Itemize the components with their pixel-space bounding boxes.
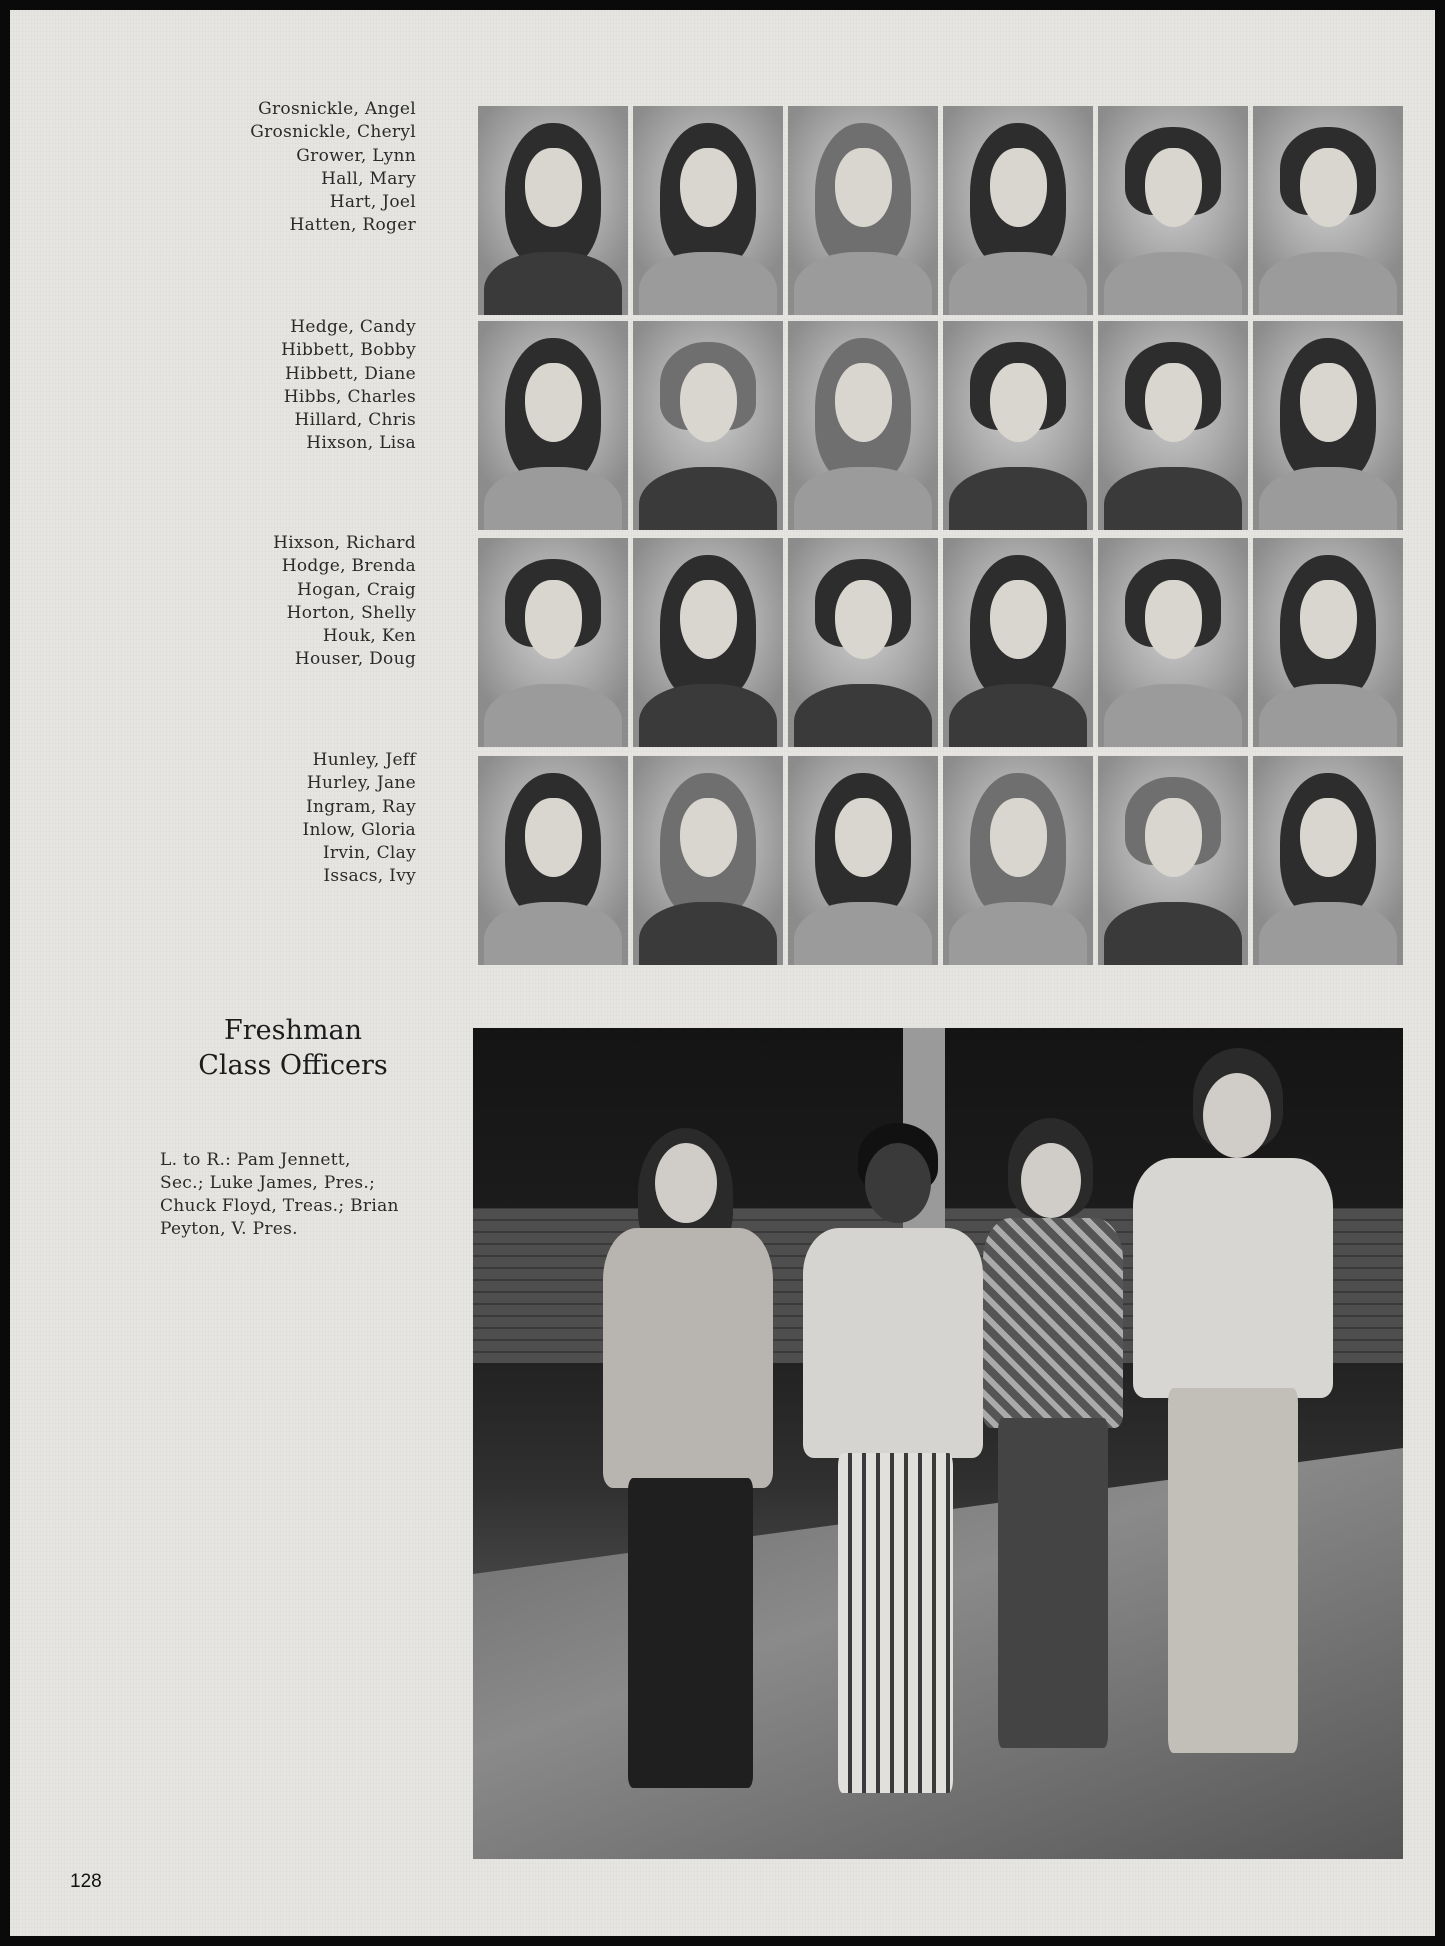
student-name: Hibbett, Bobby	[281, 340, 416, 361]
student-name: Hixson, Lisa	[306, 433, 416, 454]
student-portrait	[788, 756, 938, 965]
student-portrait	[478, 106, 628, 315]
student-portrait	[1253, 321, 1403, 530]
student-portrait	[943, 756, 1093, 965]
student-name: Irvin, Clay	[322, 843, 416, 864]
student-portrait	[478, 756, 628, 965]
caption-line: Chuck Floyd, Treas.; Brian	[160, 1196, 399, 1216]
student-name: Horton, Shelly	[286, 602, 416, 623]
name-list-row-3	[160, 532, 416, 672]
student-portrait	[633, 106, 783, 315]
student-portrait	[633, 321, 783, 530]
student-portrait	[788, 538, 938, 747]
student-name: Hall, Mary	[321, 168, 416, 189]
student-portrait	[1253, 106, 1403, 315]
student-portrait	[788, 106, 938, 315]
student-name: Hurley, Jane	[306, 773, 416, 794]
student-name: Hart, Joel	[329, 192, 416, 213]
officers-heading	[160, 1013, 426, 1083]
student-portrait	[943, 538, 1093, 747]
student-portrait	[633, 538, 783, 747]
caption-line: Peyton, V. Pres.	[160, 1219, 298, 1239]
officer-figure	[603, 1128, 773, 1848]
student-name: Grosnickle, Cheryl	[250, 122, 416, 143]
student-portrait	[633, 756, 783, 965]
student-name: Ingram, Ray	[306, 796, 416, 817]
student-name: Hodge, Brenda	[281, 556, 416, 577]
student-portrait	[788, 321, 938, 530]
student-portrait	[478, 538, 628, 747]
name-list-row-4	[160, 749, 416, 889]
student-name: Houser, Doug	[294, 649, 416, 670]
student-name: Hogan, Craig	[296, 579, 416, 600]
officers-caption	[160, 1149, 420, 1241]
student-name: Hedge, Candy	[290, 317, 416, 337]
student-portrait	[1098, 756, 1248, 965]
officer-figure	[983, 1118, 1123, 1818]
student-name: Hibbs, Charles	[283, 386, 416, 407]
student-portrait	[1098, 106, 1248, 315]
student-name: Grower, Lynn	[296, 145, 416, 166]
portrait-grid	[478, 106, 1403, 968]
student-name: Houk, Ken	[322, 626, 416, 647]
student-name: Hillard, Chris	[294, 410, 416, 431]
student-name: Hixson, Richard	[273, 533, 416, 553]
officers-heading-line1: Freshman	[224, 1015, 362, 1046]
student-name: Inlow, Gloria	[302, 819, 416, 840]
name-list-row-2	[160, 316, 416, 456]
officers-group-photo	[473, 1028, 1403, 1859]
student-portrait	[943, 321, 1093, 530]
caption-line: Sec.; Luke James, Pres.;	[160, 1173, 376, 1193]
student-portrait	[478, 321, 628, 530]
student-portrait	[1098, 321, 1248, 530]
officers-heading-line2: Class Officers	[198, 1050, 388, 1081]
student-name: Grosnickle, Angel	[258, 99, 416, 119]
student-name: Hunley, Jeff	[312, 750, 416, 770]
student-name: Issacs, Ivy	[323, 866, 416, 887]
student-portrait	[1253, 756, 1403, 965]
officer-figure	[1133, 1048, 1333, 1818]
name-list-row-1	[160, 98, 416, 238]
student-portrait	[1253, 538, 1403, 747]
student-name: Hatten, Roger	[289, 215, 416, 236]
yearbook-page	[10, 10, 1435, 1936]
student-name: Hibbett, Diane	[285, 363, 416, 384]
page-number: 128	[70, 1871, 102, 1892]
student-portrait	[943, 106, 1093, 315]
officer-figure	[803, 1123, 983, 1853]
caption-line: L. to R.: Pam Jennett,	[160, 1150, 351, 1170]
student-portrait	[1098, 538, 1248, 747]
